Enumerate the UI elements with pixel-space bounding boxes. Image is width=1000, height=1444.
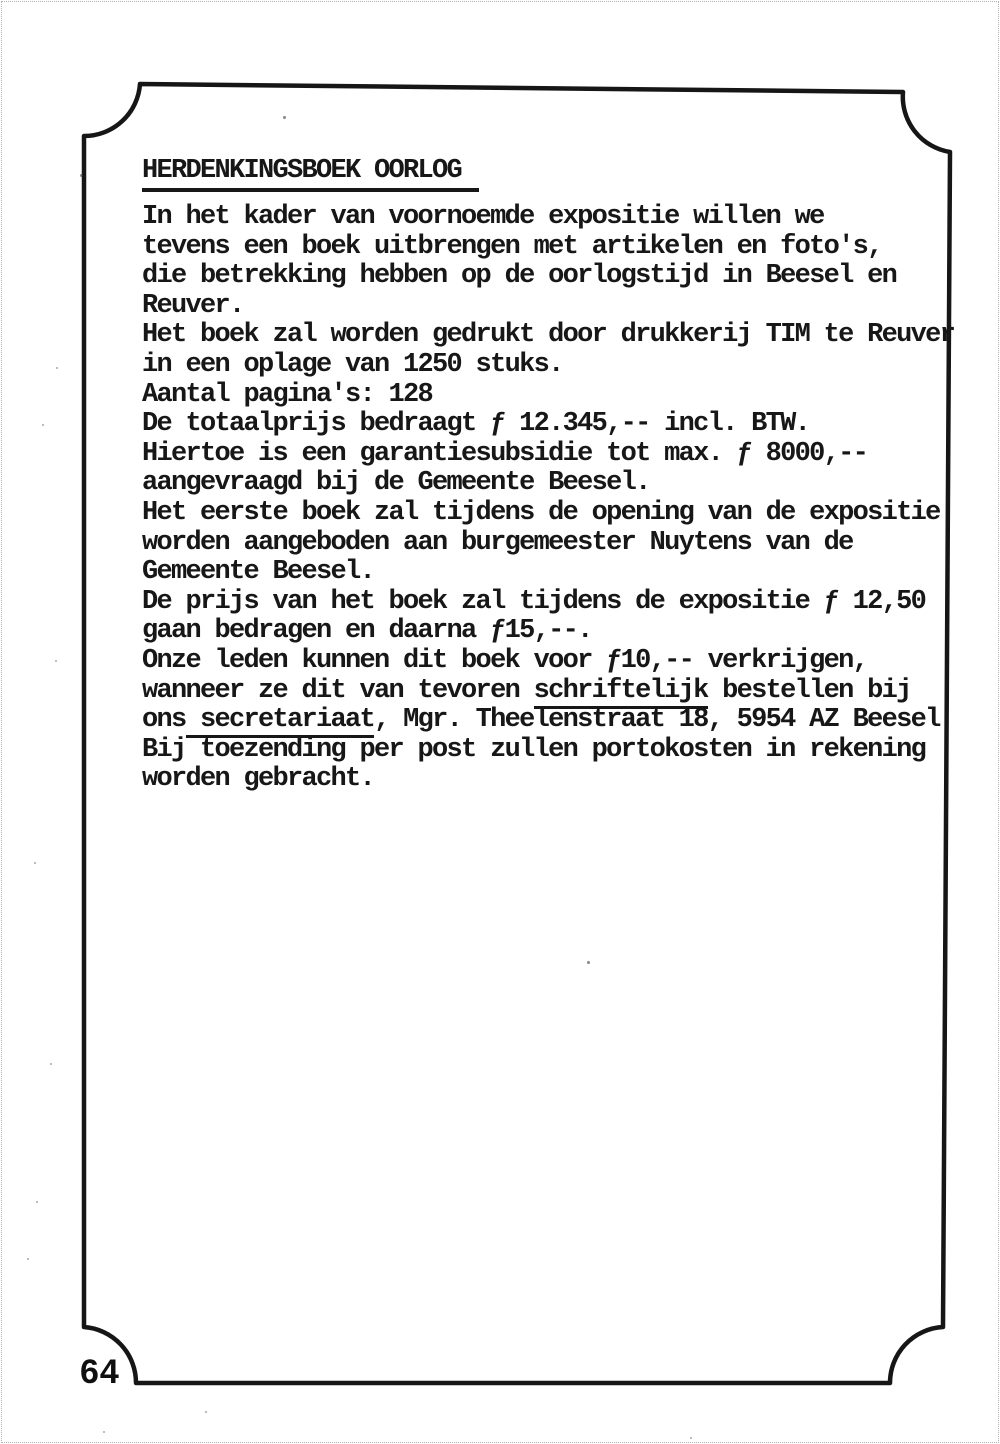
scan-speckle [27,1258,29,1260]
scan-speckle [80,174,83,177]
text-segment: in een oplage van 1250 stuks. [142,349,563,380]
text-line [142,233,957,263]
underlined-text: secretariaat [186,705,375,738]
text-segment: wanneer ze dit van tevoren [142,675,534,706]
text-segment: bestellen bij [707,675,911,706]
text-line [142,321,957,351]
text-line [142,558,957,588]
text-segment: In het kader van voornoemde expositie willen we [142,202,824,232]
text-line [142,499,957,529]
text-segment: tevens een boek uitbrengen met artikelen en foto's, [142,231,882,262]
text-segment: Het eerste boek zal tijdens de opening van de expositie [142,497,940,528]
text-line [142,292,957,322]
text-line [142,617,957,647]
text-segment: ons [142,705,186,736]
text-segment: , Mgr. Theelenstraat 18, 5954 AZ Beesel [374,705,940,736]
page-number: 64 [80,1353,120,1391]
text-segment: De prijs van het boek zal tijdens de expositie ƒ 12,50 [142,586,926,617]
body-text [142,203,957,795]
text-segment: Bij toezending per post zullen portokosten in rekening [142,734,926,765]
underlined-text: schriftelijk [534,676,708,709]
text-segment: Onze leden kunnen dit boek voor ƒ10,-- verkrijgen, [142,645,868,676]
scan-speckle [587,961,590,964]
text-line [142,706,957,736]
text-line [142,677,957,707]
text-segment: De totaalprijs bedraagt ƒ 12.345,-- incl. BTW. [142,409,810,440]
scan-speckle [690,1437,692,1439]
text-segment: aangevraagd bij de Gemeente Beesel. [142,468,650,499]
text-line [142,381,957,411]
text-segment: Het boek zal worden gedrukt door drukkerij TIM te Reuver [142,320,955,351]
scan-speckle [50,1063,52,1065]
text-segment: worden gebracht. [142,764,375,795]
text-line [142,736,957,766]
scan-speckle [205,1411,207,1413]
text-segment: die betrekking hebben op de oorlogstijd in Beesel en [142,261,897,292]
text-segment: Hiertoe is een garantiesubsidie tot max. ƒ 8000,-- [142,438,868,469]
text-line [142,588,957,618]
scan-speckle [34,862,36,864]
document-content [142,156,957,795]
scan-speckle [42,424,44,426]
scan-speckle [283,116,286,119]
text-segment: worden aangeboden aan burgemeester Nuytens van de [142,527,853,558]
text-line [142,203,957,233]
text-line [142,469,957,499]
scan-speckle [36,1201,38,1203]
text-segment: Reuver. [142,290,244,321]
text-line [142,440,957,470]
text-segment: Gemeente Beesel. [142,557,375,588]
text-line [142,647,957,677]
text-line [142,765,957,795]
scan-speckle [56,367,58,369]
text-segment: gaan bedragen en daarna ƒ15,--. [142,616,592,647]
text-segment: Aantal pagina's: 128 [142,379,433,410]
text-line [142,351,957,381]
scan-speckle [103,1431,105,1433]
page-title: HERDENKINGSBOEK OORLOG [142,156,479,192]
text-line [142,262,957,292]
scan-speckle [55,660,57,662]
text-line [142,529,957,559]
text-line [142,410,957,440]
